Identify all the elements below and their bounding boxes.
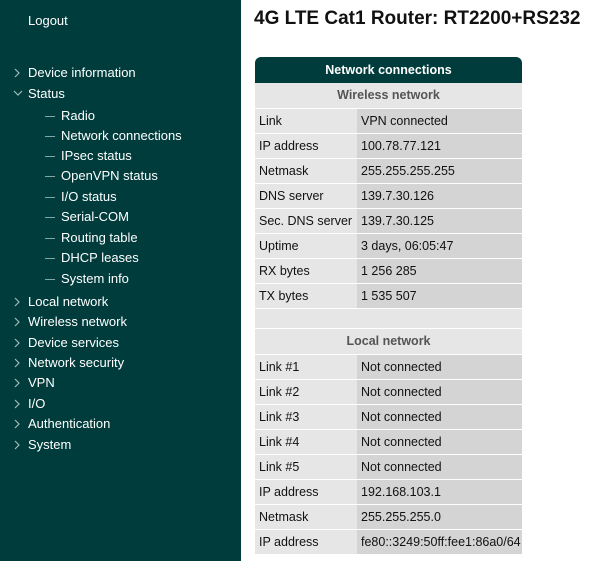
sidebar — [0, 0, 241, 561]
sidebar-subitem-label: OpenVPN status — [61, 168, 158, 183]
sidebar-item-label: Device information — [28, 65, 136, 80]
page-title: 4G LTE Cat1 Router: RT2200+RS232 — [254, 8, 581, 29]
row-value: 1 256 285 — [357, 259, 522, 283]
sidebar-subitem-openvpn-status[interactable] — [0, 166, 220, 186]
sidebar-item-label: Device services — [28, 335, 120, 350]
sidebar-item-label: Wireless network — [28, 314, 127, 329]
sidebar-item-io[interactable] — [0, 394, 200, 414]
table-row — [255, 159, 522, 184]
table-row — [255, 430, 522, 455]
sidebar-item-label: Status — [28, 86, 65, 101]
chevron-right-icon — [13, 394, 23, 414]
row-key: Sec. DNS server — [255, 209, 357, 233]
sidebar-subitem-io-status[interactable] — [0, 187, 220, 207]
sidebar-subitem-label: Radio — [61, 108, 95, 123]
row-value: VPN connected — [357, 109, 522, 133]
sidebar-item-local-network[interactable] — [0, 292, 200, 312]
chevron-right-icon — [13, 63, 23, 83]
table-row — [255, 530, 522, 555]
dash-icon — [45, 197, 55, 198]
sidebar-subitem-label: System info — [61, 271, 129, 286]
sidebar-item-label: Local network — [28, 294, 109, 309]
sidebar-item-vpn[interactable] — [0, 373, 200, 393]
chevron-right-icon — [13, 414, 23, 434]
row-value: 255.255.255.255 — [357, 159, 522, 183]
sidebar-subitem-dhcp-leases[interactable] — [0, 248, 220, 268]
sidebar-item-device-services[interactable] — [0, 333, 200, 353]
section-spacer — [255, 309, 522, 329]
dash-icon — [45, 217, 55, 218]
network-connections-panel — [255, 57, 522, 555]
dash-icon — [45, 176, 55, 177]
table-row — [255, 355, 522, 380]
sidebar-subitem-system-info[interactable] — [0, 269, 220, 289]
table-row — [255, 184, 522, 209]
row-key: Link #3 — [255, 405, 357, 429]
section-heading-wireless: Wireless network — [255, 83, 522, 109]
table-row — [255, 380, 522, 405]
sidebar-item-label: VPN — [28, 375, 55, 390]
row-value: Not connected — [357, 355, 522, 379]
table-row — [255, 259, 522, 284]
sidebar-subitem-routing-table[interactable] — [0, 228, 220, 248]
dash-icon — [45, 116, 55, 117]
dash-icon — [45, 156, 55, 157]
row-value: fe80::3249:50ff:fee1:86a0/64 — [357, 530, 522, 554]
sidebar-subitem-ipsec-status[interactable] — [0, 146, 220, 166]
table-row — [255, 455, 522, 480]
sidebar-subitem-serial-com[interactable] — [0, 207, 220, 227]
chevron-down-icon — [13, 84, 23, 104]
row-value: 100.78.77.121 — [357, 134, 522, 158]
sidebar-item-label: System — [28, 437, 72, 452]
sidebar-item-system[interactable] — [0, 435, 200, 455]
row-key: Link — [255, 109, 357, 133]
row-value: Not connected — [357, 430, 522, 454]
row-key: Link #5 — [255, 455, 357, 479]
sidebar-subitem-label: IPsec status — [61, 148, 132, 163]
chevron-right-icon — [13, 333, 23, 353]
sidebar-subitem-label: Routing table — [61, 230, 138, 245]
row-value: 139.7.30.125 — [357, 209, 522, 233]
row-value: 192.168.103.1 — [357, 480, 522, 504]
sidebar-subitem-label: DHCP leases — [61, 250, 139, 265]
row-value: 255.255.255.0 — [357, 505, 522, 529]
panel-title: Network connections — [255, 57, 522, 83]
sidebar-subitem-label: Network connections — [61, 128, 182, 143]
row-key: IP address — [255, 480, 357, 504]
row-key: Link #4 — [255, 430, 357, 454]
row-key: Link #2 — [255, 380, 357, 404]
sidebar-subitem-network-connections[interactable] — [0, 126, 220, 146]
chevron-right-icon — [13, 373, 23, 393]
chevron-right-icon — [13, 353, 23, 373]
row-key: IP address — [255, 530, 357, 554]
row-key: Netmask — [255, 159, 357, 183]
table-row — [255, 480, 522, 505]
sidebar-subitem-label: Serial-COM — [61, 209, 129, 224]
row-key: Uptime — [255, 234, 357, 258]
row-value: Not connected — [357, 405, 522, 429]
table-row — [255, 234, 522, 259]
row-key: Netmask — [255, 505, 357, 529]
section-heading-local: Local network — [255, 329, 522, 355]
chevron-right-icon — [13, 292, 23, 312]
sidebar-item-authentication[interactable] — [0, 414, 200, 434]
table-row — [255, 134, 522, 159]
sidebar-item-device-information[interactable] — [0, 63, 200, 83]
table-row — [255, 109, 522, 134]
sidebar-item-label: Network security — [28, 355, 125, 370]
dash-icon — [45, 136, 55, 137]
sidebar-item-wireless-network[interactable] — [0, 312, 200, 332]
dash-icon — [45, 258, 55, 259]
row-value: Not connected — [357, 380, 522, 404]
dash-icon — [45, 279, 55, 280]
logout-link[interactable]: Logout — [28, 13, 68, 28]
sidebar-item-label: I/O — [28, 396, 46, 411]
sidebar-item-label: Authentication — [28, 416, 111, 431]
row-key: TX bytes — [255, 284, 357, 308]
row-value: 139.7.30.126 — [357, 184, 522, 208]
dash-icon — [45, 238, 55, 239]
chevron-right-icon — [13, 312, 23, 332]
sidebar-subitem-label: I/O status — [61, 189, 117, 204]
row-key: Link #1 — [255, 355, 357, 379]
row-key: RX bytes — [255, 259, 357, 283]
table-row — [255, 405, 522, 430]
row-key: DNS server — [255, 184, 357, 208]
row-key: IP address — [255, 134, 357, 158]
row-value: Not connected — [357, 455, 522, 479]
row-value: 1 535 507 — [357, 284, 522, 308]
table-row — [255, 284, 522, 309]
sidebar-subitem-radio[interactable] — [0, 106, 220, 126]
table-row — [255, 505, 522, 530]
sidebar-item-network-security[interactable] — [0, 353, 200, 373]
sidebar-item-status[interactable] — [0, 84, 200, 104]
chevron-right-icon — [13, 435, 23, 455]
row-value: 3 days, 06:05:47 — [357, 234, 522, 258]
table-row — [255, 209, 522, 234]
